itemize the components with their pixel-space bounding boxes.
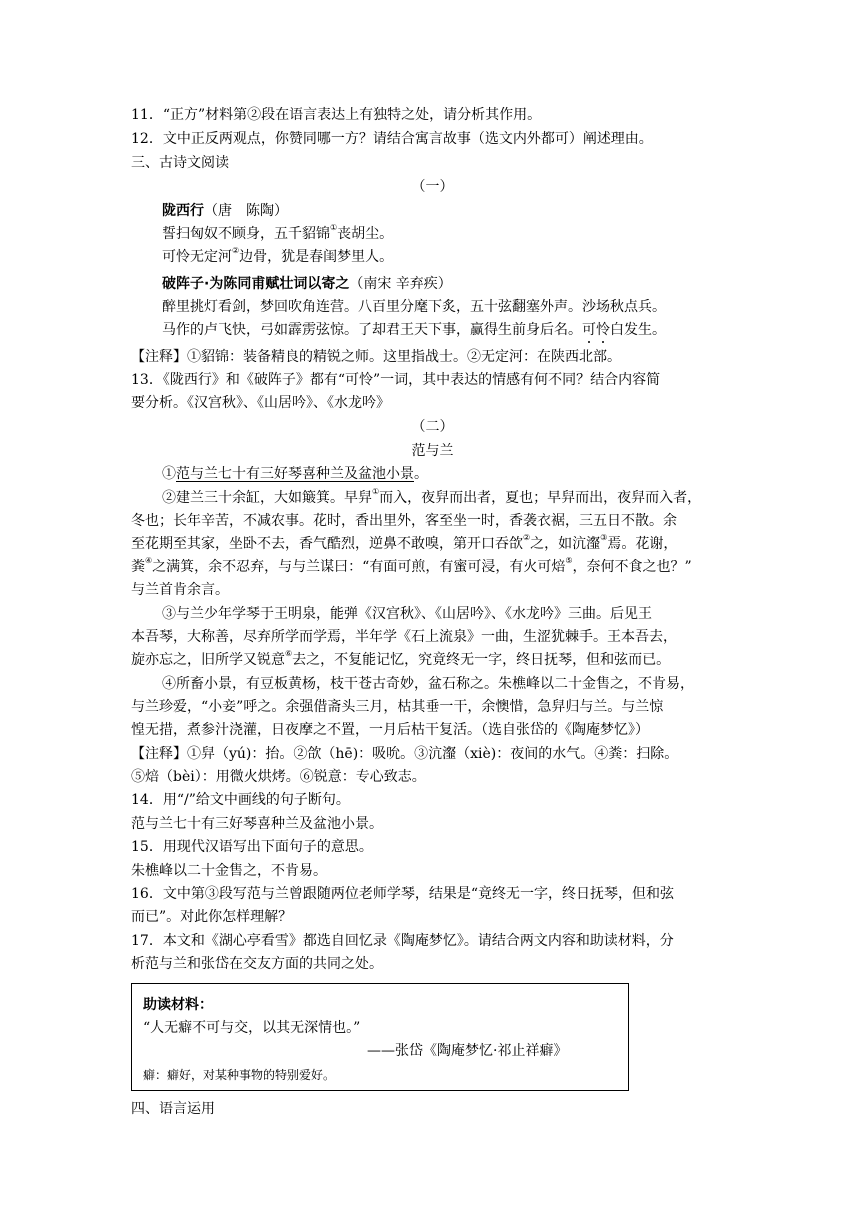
paragraph-3-line-1: ③与兰少年学琴于王明泉，能弹《汉宫秋》、《山居吟》、《水龙吟》三曲。后见王 — [162, 606, 652, 622]
question-17-line-2: 析范与兰和张岱在交友方面的共同之处。 — [131, 956, 383, 972]
paragraph-3-line-2: 本吾琴，大称善，尽弃所学而学焉，半年学《石上流泉》一曲，生涩犹棘手。王本吾去， — [131, 629, 677, 645]
text: 而入，夜舁而出者，夏也；早舁而出，夜舁而入者， — [379, 490, 702, 506]
question-14: 14．用“/”给文中画线的句子断句。 — [131, 792, 350, 808]
question-16-line-2: 而已”。对此你怎样理解？ — [131, 909, 293, 925]
text: 之，如沆瀣 — [530, 536, 601, 552]
footnote-mark: ③ — [600, 533, 608, 543]
poem1-meta: （唐 陈陶） — [204, 203, 288, 219]
section-heading-4: 四、语言运用 — [131, 1101, 215, 1117]
footnote-mark: ① — [372, 487, 380, 497]
part-1-heading: （一） — [411, 179, 454, 195]
question-13-line-1: 13．《陇西行》和《破阵子》都有“可怜”一词，其中表达的情感有何不同？结合内容简 — [131, 372, 661, 388]
paragraph-4-line-3: 惶无措，煮参汁浇灌，日夜摩之不置，一月后枯干复活。（选自张岱的《陶庵梦忆》） — [131, 722, 649, 738]
paragraph-2-line-1 — [162, 489, 701, 507]
text: 之满箕，余不忍弃，与与兰谋曰：“有面可煎，有蜜可浸，有火可焙 — [152, 559, 566, 575]
paragraph-2-line-2: 冬也；长年辛苦，不减农事。花时，香出里外，客至坐一时，香袭衣裾，三五日不散。余 — [131, 513, 677, 529]
text: 马作的卢飞快，弓如霹雳弦惊。了却君王天下事，赢得生前身后名。 — [162, 322, 582, 338]
question-14-sentence: 范与兰七十有三好琴喜种兰及盆池小景。 — [131, 816, 383, 832]
reading-aid-quote: “人无癖不可与交，以其无深情也。” — [143, 1020, 361, 1036]
question-16-line-1: 16．文中第③段写范与兰曾跟随两位老师学琴，结果是“竟终无一字，终日抚琴，但和弦 — [131, 886, 674, 902]
question-13-line-2: 要分析。《汉宫秋》、《山居吟》、《水龙吟》 — [131, 395, 390, 411]
footnote-mark: ⑥ — [285, 649, 293, 659]
footnote-mark: ⑤ — [565, 556, 573, 566]
poem2-title: 破阵子·为陈同甫赋壮词以寄之 — [162, 276, 350, 292]
text: 誓扫匈奴不顾身，五千貂锦 — [162, 226, 330, 242]
text: 去之，不复能记忆，究竟终无一字，终日抚琴，但和弦而已。 — [292, 652, 671, 668]
note-1: 【注释】①貂锦：装备精良的精锐之师。这里指战士。②无定河：在陕西北部。 — [131, 349, 621, 365]
reading-aid-source: ——张岱《陶庵梦忆·祁止祥癖》 — [367, 1043, 568, 1059]
poem1-line-1 — [162, 225, 393, 243]
reading-aid-title: 助读材料： — [143, 997, 213, 1013]
question-15-sentence: 朱樵峰以二十金售之，不肯易。 — [131, 863, 327, 879]
poem1-line-2 — [162, 248, 393, 266]
emphasis-char: 可 — [582, 322, 596, 338]
text: 旋亦忘之，旧所学又锐意 — [131, 652, 285, 668]
essay-title: 范与兰 — [411, 443, 454, 459]
text: 至花期至其家，坐卧不去，香气酷烈，逆鼻不敢嗅，第开口吞欱 — [131, 536, 523, 552]
footnote-mark: ② — [523, 533, 531, 543]
text: 粪 — [131, 559, 145, 575]
paragraph-2-line-4 — [131, 558, 692, 576]
text: 白发生。 — [610, 322, 666, 338]
text: ②建兰三十余缸，大如簸箕。早舁 — [162, 490, 372, 506]
text: ，奈何不食之也？” — [572, 559, 692, 575]
paragraph-1 — [162, 465, 428, 483]
reading-aid-note: 癖：癖好，对某种事物的特别爱好。 — [143, 1068, 336, 1082]
emphasis-char: 怜 — [596, 322, 610, 338]
poem2-line-1: 醉里挑灯看剑，梦回吹角连营。八百里分麾下炙，五十弦翻塞外声。沙场秋点兵。 — [162, 299, 666, 315]
note-2-line-2: ⑤焙（bèi）：用微火烘烤。⑥锐意：专心致志。 — [131, 769, 426, 785]
poem1-title: 陇西行 — [162, 203, 204, 219]
paragraph-3-line-3 — [131, 651, 670, 669]
text: 。 — [414, 466, 428, 482]
question-15: 15．用现代汉语写出下面句子的意思。 — [131, 839, 373, 855]
text: 焉。花谢， — [607, 536, 678, 552]
section-heading-3: 三、古诗文阅读 — [131, 155, 229, 171]
text: 可怜无定河 — [162, 249, 232, 265]
part-2-heading: （二） — [411, 419, 454, 435]
text: 丧胡尘。 — [337, 226, 394, 242]
footnote-mark: ① — [330, 223, 338, 233]
question-17-line-1: 17．本文和《湖心亭看雪》都选自回忆录《陶庵梦忆》。请结合两文内容和助读材料，分 — [131, 933, 674, 949]
question-12: 12．文中正反两观点，你赞同哪一方？请结合寓言故事（选文内外都可）阐述理由。 — [131, 131, 653, 147]
underlined-sentence: 范与兰七十有三好琴喜种兰及盆池小景 — [176, 466, 414, 482]
poem2-line-2 — [162, 321, 666, 339]
footnote-mark: ② — [232, 246, 240, 256]
poem2-meta: （南宋 辛弃疾） — [349, 276, 452, 292]
paragraph-2-line-5: 与兰首肯余言。 — [131, 582, 229, 598]
note-2-line-1: 【注释】①舁（yú)：抬。②欱（hē)：吸吮。③沆瀣（xiè)：夜间的水气。④粪：扫除。 — [131, 746, 679, 762]
text: 边骨，犹是春闺梦里人。 — [239, 249, 394, 265]
text: ① — [162, 466, 176, 482]
paragraph-4-line-1: ④所畜小景，有豆板黄杨，枝干苍古奇妙，盆石称之。朱樵峰以二十金售之，不肯易， — [162, 676, 694, 692]
question-11: 11．“正方”材料第②段在语言表达上有独特之处，请分析其作用。 — [131, 107, 542, 123]
paragraph-2-line-3 — [131, 535, 677, 553]
footnote-mark: ④ — [145, 556, 153, 566]
paragraph-4-line-2: 与兰珍爱，“小妾”呼之。余强借斋头三月，枯其垂一干，余懊惜，急舁归与兰。与兰惊 — [131, 699, 664, 715]
poem2-title-line — [162, 275, 452, 293]
poem1-title-line — [162, 202, 288, 220]
reading-aid-box — [131, 983, 629, 1091]
